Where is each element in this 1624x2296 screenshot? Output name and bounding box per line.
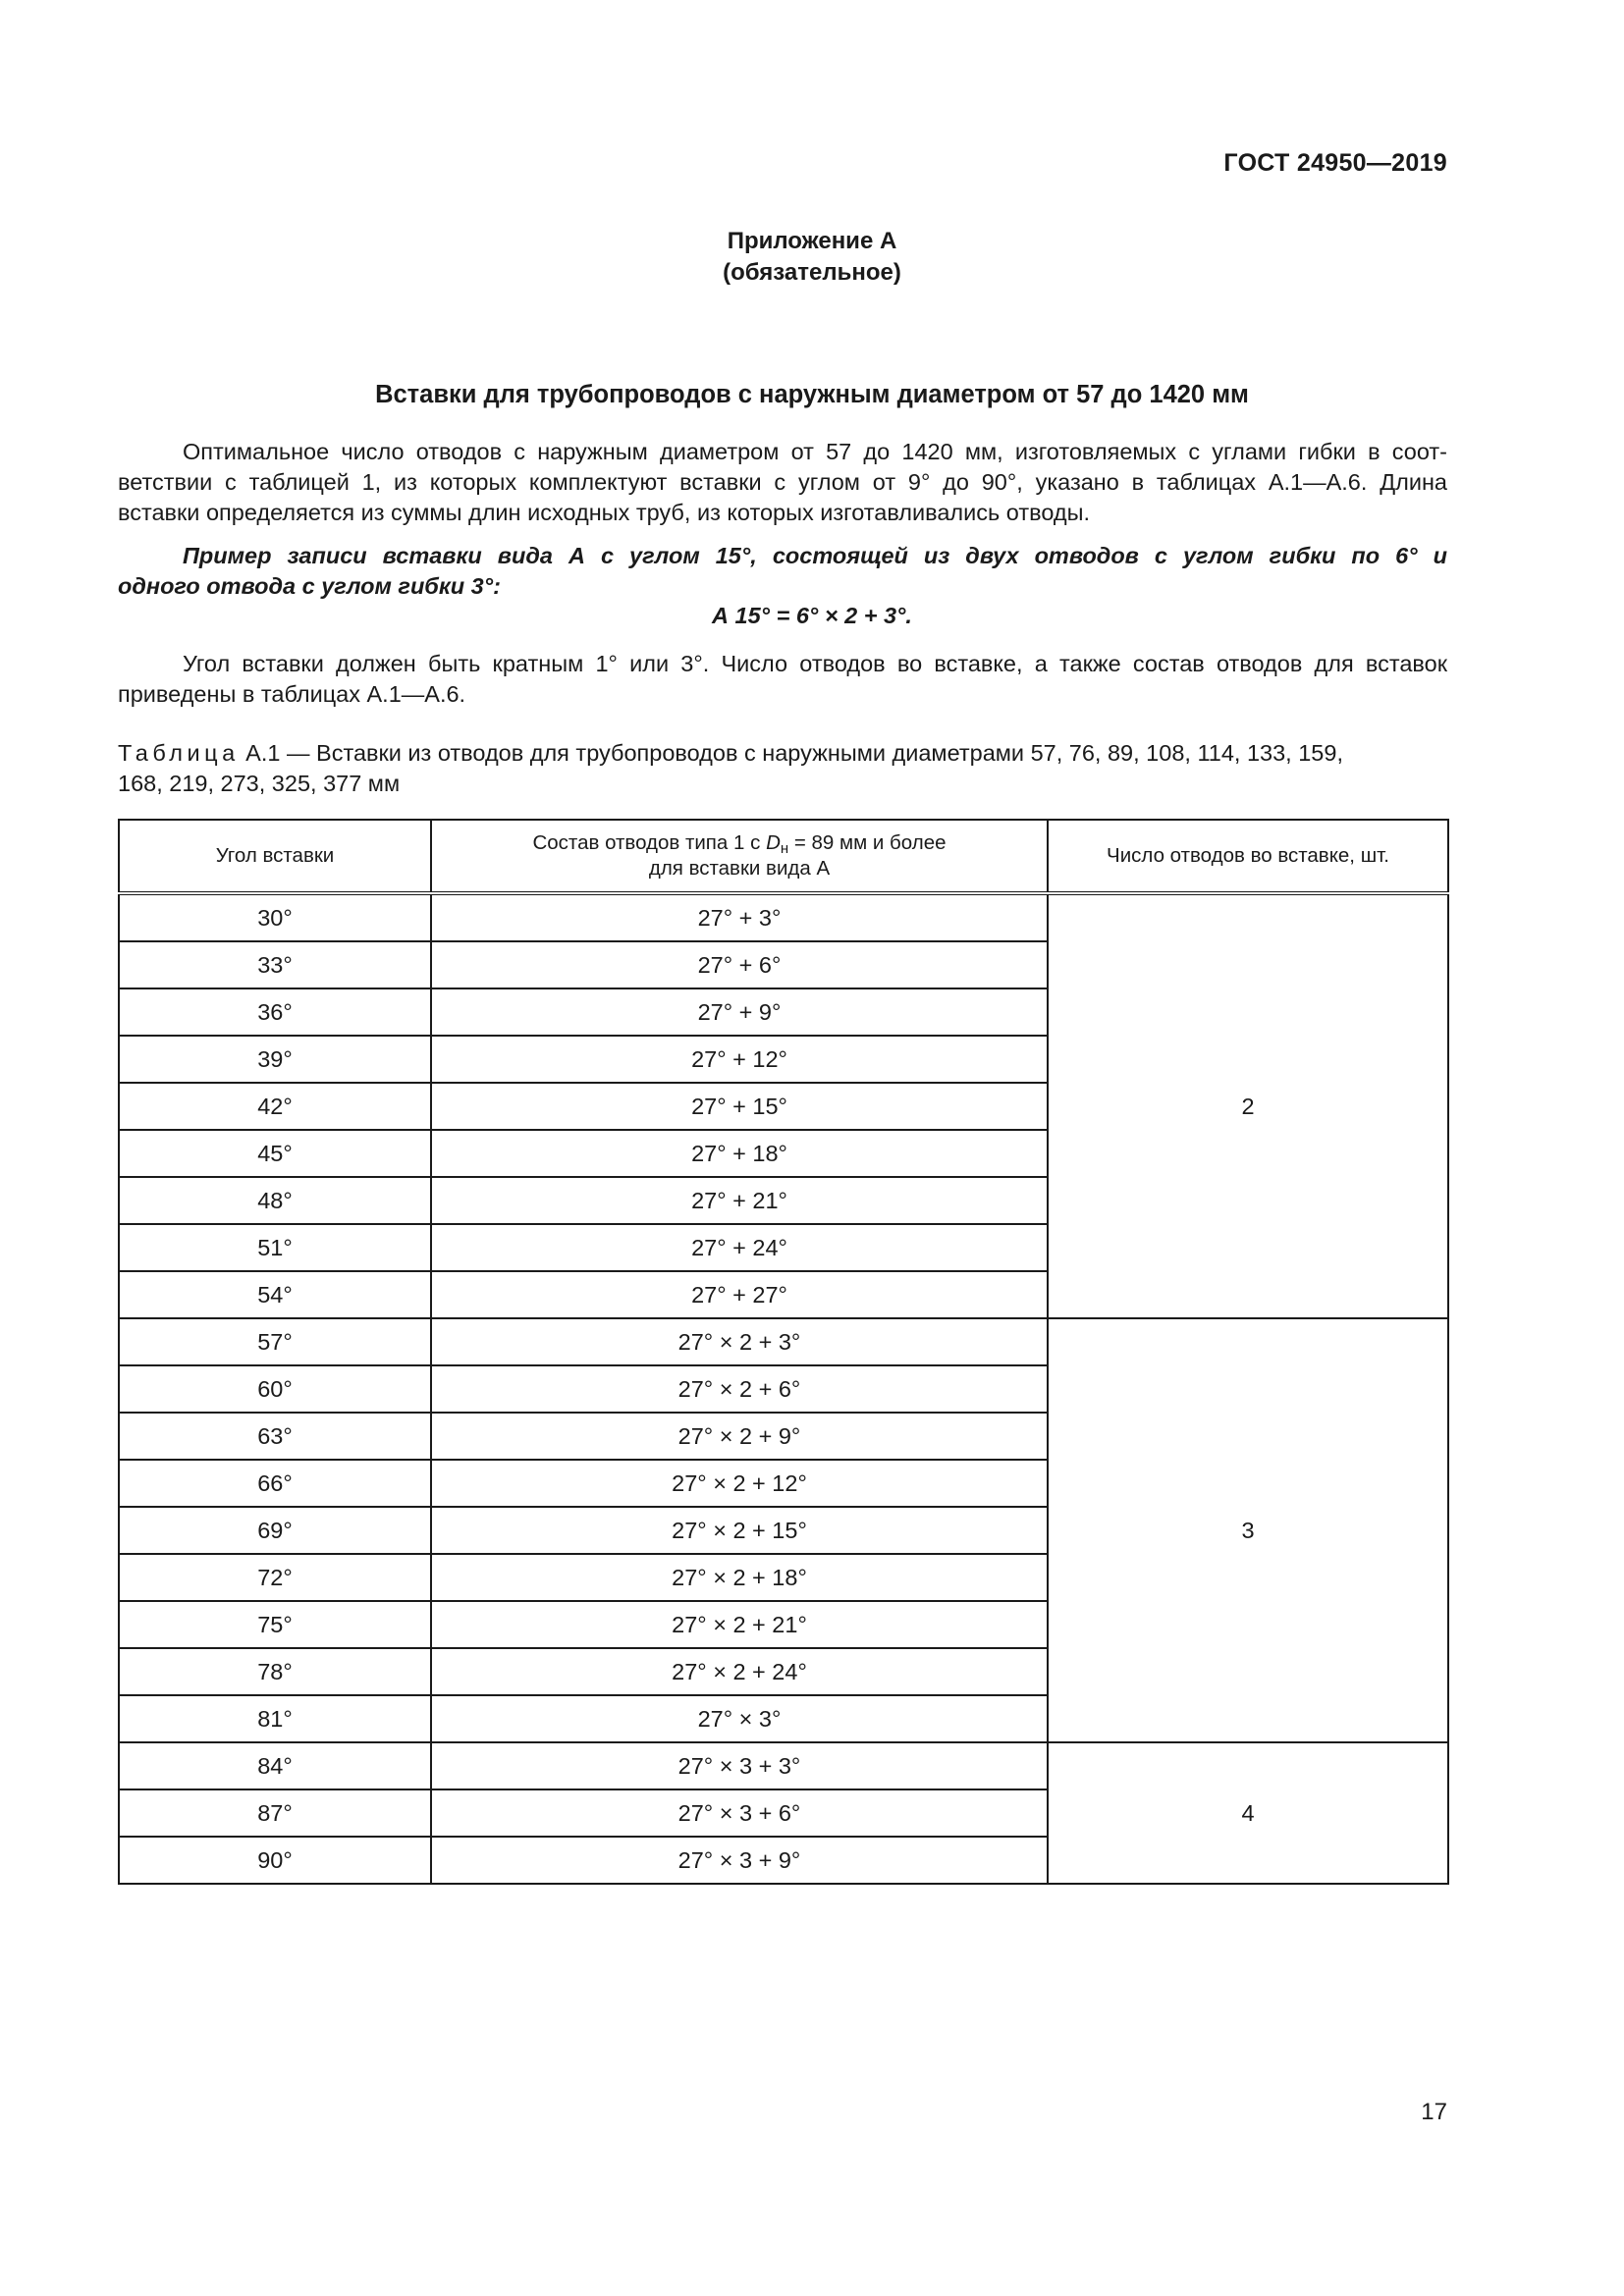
cell-angle: 54°	[119, 1271, 431, 1318]
cell-composition: 27° × 3 + 3°	[431, 1742, 1048, 1789]
cell-composition: 27° × 2 + 6°	[431, 1365, 1048, 1413]
table-caption-word: Таблица	[118, 740, 240, 766]
cell-bend-count: 4	[1048, 1742, 1448, 1884]
cell-angle: 84°	[119, 1742, 431, 1789]
cell-angle: 57°	[119, 1318, 431, 1365]
cell-angle: 75°	[119, 1601, 431, 1648]
cell-composition: 27° + 18°	[431, 1130, 1048, 1177]
cell-angle: 51°	[119, 1224, 431, 1271]
standard-code: ГОСТ 24950—2019	[1223, 149, 1447, 177]
cell-angle: 39°	[119, 1036, 431, 1083]
paragraph-line: Оптимальное число отводов с наружным диаметром от 57 до 1420 мм, изготовляемых с углами гибки в соот-	[183, 439, 1447, 464]
cell-angle: 63°	[119, 1413, 431, 1460]
header-angle: Угол вставки	[119, 820, 431, 893]
cell-angle: 69°	[119, 1507, 431, 1554]
page-number: 17	[1421, 2099, 1447, 2125]
cell-composition: 27° + 21°	[431, 1177, 1048, 1224]
cell-bend-count: 2	[1048, 893, 1448, 1318]
cell-composition: 27° × 2 + 21°	[431, 1601, 1048, 1648]
cell-composition: 27° × 2 + 9°	[431, 1413, 1048, 1460]
cell-composition: 27° × 2 + 3°	[431, 1318, 1048, 1365]
cell-composition: 27° + 12°	[431, 1036, 1048, 1083]
cell-angle: 33°	[119, 941, 431, 988]
appendix-status: (обязательное)	[723, 259, 901, 286]
cell-composition: 27° + 3°	[431, 893, 1048, 941]
cell-angle: 45°	[119, 1130, 431, 1177]
paragraph-line: приведены в таблицах А.1—А.6.	[118, 681, 466, 707]
cell-angle: 60°	[119, 1365, 431, 1413]
table-header-row	[119, 820, 1448, 893]
table-caption-text: А.1 — Вставки из отводов для трубопроводов с наружными диаметрами 57, 76, 89, 108, 114, 133, 159,	[239, 740, 1343, 766]
table-caption	[118, 738, 1447, 799]
cell-composition: 27° + 9°	[431, 988, 1048, 1036]
cell-composition: 27° + 15°	[431, 1083, 1048, 1130]
rule-paragraph	[118, 649, 1447, 710]
cell-angle: 81°	[119, 1695, 431, 1742]
table-body	[119, 893, 1448, 1884]
cell-composition: 27° × 3 + 9°	[431, 1837, 1048, 1884]
table-row	[119, 1742, 1448, 1789]
cell-composition: 27° × 3 + 6°	[431, 1789, 1048, 1837]
cell-angle: 90°	[119, 1837, 431, 1884]
header-count: Число отводов во вставке, шт.	[1048, 820, 1448, 893]
example-formula: А 15° = 6° × 2 + 3°.	[712, 603, 912, 628]
paragraph-line: Угол вставки должен быть кратным 1° или 3°. Число отводов во вставке, а также состав отводов для вставок	[183, 651, 1447, 676]
appendix-title: Приложение А	[727, 228, 897, 254]
table-row	[119, 1318, 1448, 1365]
cell-angle: 87°	[119, 1789, 431, 1837]
cell-composition: 27° × 2 + 18°	[431, 1554, 1048, 1601]
section-title: Вставки для трубопроводов с наружным диаметром от 57 до 1420 мм	[375, 381, 1249, 408]
header-composition-text-b: = 89 мм и более	[788, 831, 947, 854]
paragraph-line: вставки определяется из суммы длин исходных труб, из которых изготавливались отводы.	[118, 500, 1091, 525]
cell-angle: 36°	[119, 988, 431, 1036]
table-row	[119, 893, 1448, 941]
cell-angle: 30°	[119, 893, 431, 941]
cell-bend-count: 3	[1048, 1318, 1448, 1742]
paragraph-line: ветствии с таблицей 1, из которых комплектуют вставки с углом от 9° до 90°, указано в таблицах А.1—А.6. Длина	[118, 469, 1447, 495]
header-d-symbol: D	[766, 831, 781, 854]
cell-angle: 72°	[119, 1554, 431, 1601]
header-composition-text: Состав отводов типа 1 с	[532, 831, 767, 854]
header-composition	[431, 820, 1048, 893]
cell-composition: 27° + 27°	[431, 1271, 1048, 1318]
cell-angle: 48°	[119, 1177, 431, 1224]
intro-paragraph	[118, 437, 1447, 528]
cell-composition: 27° × 2 + 15°	[431, 1507, 1048, 1554]
cell-angle: 66°	[119, 1460, 431, 1507]
example-line: одного отвода с углом гибки 3°:	[118, 573, 501, 599]
cell-composition: 27° + 6°	[431, 941, 1048, 988]
table-caption-text-cont: 168, 219, 273, 325, 377 мм	[118, 771, 401, 796]
example-line: Пример записи вставки вида А с углом 15°, состоящей из двух отводов с углом гибки по 6° и	[183, 543, 1447, 568]
header-composition-line2: для вставки вида А	[648, 857, 831, 880]
inserts-table	[118, 819, 1449, 1885]
cell-angle: 78°	[119, 1648, 431, 1695]
cell-composition: 27° × 2 + 24°	[431, 1648, 1048, 1695]
cell-composition: 27° + 24°	[431, 1224, 1048, 1271]
cell-composition: 27° × 3°	[431, 1695, 1048, 1742]
example-paragraph	[118, 541, 1447, 602]
header-d-subscript: н	[780, 840, 789, 857]
cell-angle: 42°	[119, 1083, 431, 1130]
cell-composition: 27° × 2 + 12°	[431, 1460, 1048, 1507]
